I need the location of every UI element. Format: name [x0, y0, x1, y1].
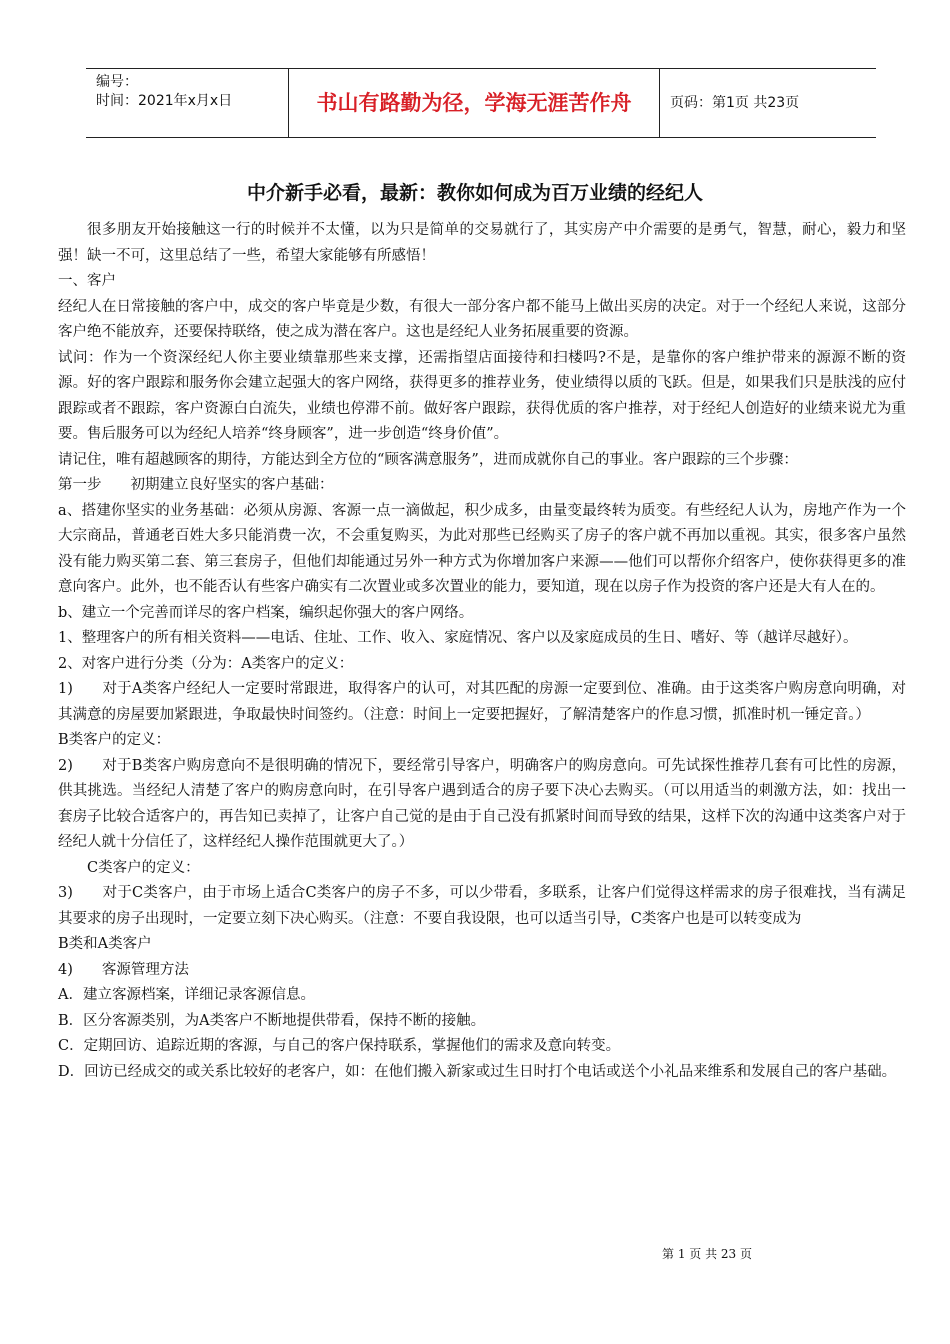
header-meta-cell — [86, 69, 288, 137]
list-item: 2、对客户进行分类（分为：A类客户的定义： — [58, 655, 354, 672]
time-label: 时间：2021年x月x日 — [96, 93, 233, 109]
number-label: 编号： — [96, 74, 138, 90]
paragraph: 试问：作为一个资深经纪人你主要业绩靠那些来支撑，还需指望店面接待和扫楼吗?不是，是靠你的客户维护带来的源源不断的资源。好的客户跟踪和服务你会建立起强大的客户网络，获得更多的推荐业务，使业绩得以质的飞跃。但是，如果我们只是肤浅的应付跟踪或者不跟踪，客户资源白白流失，业绩也停滞不前。做好客户跟踪，获得优质的客户推荐，对于经纪人创造好的业绩来说尤为重要。售后服务可以为经纪人培养“终身顾客”，进一步创造“终身价值”。 — [58, 349, 906, 442]
list-item: 4) 客源管理方法 — [58, 961, 189, 978]
paragraph: a、搭建你坚实的业务基础：必须从房源、客源一点一滴做起，积少成多，由量变最终转为质变。有些经纪人认为，房地产作为一个大宗商品，普通老百姓大多只能消费一次，不会重复购买，为此对那些已经购买了房子的客户就不再加以重视。其实，很多客户虽然没有能力购买第二套、第三套房子，但他们却能通过另外一种方式为你增加客户来源——他们可以帮你介绍客户，使你获得更多的准意向客户。此外，也不能否认有些客户确实有二次置业或多次置业的能力，要知道，现在以房子作为投资的客户还是大有人在的。 — [58, 502, 906, 595]
header-table — [86, 68, 876, 138]
section-heading-customers: 一、客户 — [58, 273, 116, 289]
paragraph: b、建立一个完善而详尽的客户档案，编织起你强大的客户网络。 — [58, 604, 474, 621]
paragraph: 经纪人在日常接触的客户中，成交的客户毕竟是少数，有很大一部分客户都不能马上做出买房的决定。对于一个经纪人来说，这部分客户绝不能放弃，还要保持联络，使之成为潜在客户。这也是经纪人业务拓展重要的资源。 — [58, 298, 906, 340]
list-item: C．定期回访、追踪近期的客源，与自己的客户保持联系，掌握他们的需求及意向转变。 — [58, 1038, 621, 1054]
document-title: 中介新手必看，最新：教你如何成为百万业绩的经纪人 — [246, 182, 703, 204]
document-body — [58, 218, 906, 1085]
subheading: B类客户的定义： — [58, 732, 171, 748]
list-item: A．建立客源档案，详细记录客源信息。 — [58, 987, 315, 1003]
paragraph: 请记住，唯有超越顾客的期待，方能达到全方位的“顾客满意服务”，进而成就你自己的事业。客户跟踪的三个步骤： — [58, 451, 798, 468]
paragraph-intro: 很多朋友开始接触这一行的时候并不太懂，以为只是简单的交易就行了，其实房产中介需要的是勇气，智慧，耐心，毅力和坚强！缺一不可，这里总结了一些，希望大家能够有所感悟！ — [58, 222, 906, 264]
page-footer: 第 1 页 共 23 页 — [662, 1247, 752, 1261]
step-heading: 第一步 初期建立良好坚实的客户基础： — [58, 477, 334, 493]
page-info: 页码：第1页 共23页 — [670, 95, 800, 111]
list-item: 3) 对于C类客户，由于市场上适合C类客户的房子不多，可以少带看，多联系，让客户们觉得这样需求的房子很难找，当有满足其要求的房子出现时，一定要立刻下决心购买。（注意：不要自我设限，也可以适当引导，C类客户也是可以转变成为 — [58, 885, 906, 927]
list-item: 2) 对于B类客户购房意向不是很明确的情况下，要经常引导客户，明确客户的购房意向。可先试探性推荐几套有可比性的房源，供其挑选。当经纪人清楚了客户的购房意向时，在引导客户遇到适合的房子要下决心去购买。（可以用适当的刺激方法，如：找出一套房子比较合适客户的，再告知已卖掉了，让客户自己觉的是由于自己没有抓紧时间而导致的结果，这样下次的沟通中这类客户对于经纪人就十分信任了，这样经纪人操作范围就更大了。） — [58, 757, 906, 850]
list-item: 1) 对于A类客户经纪人一定要时常跟进，取得客户的认可，对其匹配的房源一定要到位、准确。由于这类客户购房意向明确，对其满意的房屋要加紧跟进，争取最快时间签约。（注意：时间上一定要把握好，了解清楚客户的作息习惯，抓准时机一锤定音。） — [58, 681, 906, 723]
list-item: D．回访已经成交的或关系比较好的老客户，如：在他们搬入新家或过生日时打个电话或送个小礼品来维系和发展自己的客户基础。 — [58, 1063, 897, 1080]
list-item: 1、整理客户的所有相关资料——电话、住址、工作、收入、家庭情况、客户以及家庭成员的生日、嗜好、等（越详尽越好）。 — [58, 630, 858, 646]
motto: 书山有路勤为径，学海无涯苦作舟 — [288, 69, 660, 137]
subheading: C类客户的定义： — [87, 859, 200, 876]
paragraph: B类和A类客户 — [58, 936, 152, 952]
list-item: B．区分客源类别，为A类客户不断地提供带看，保持不断的接触。 — [58, 1012, 486, 1029]
